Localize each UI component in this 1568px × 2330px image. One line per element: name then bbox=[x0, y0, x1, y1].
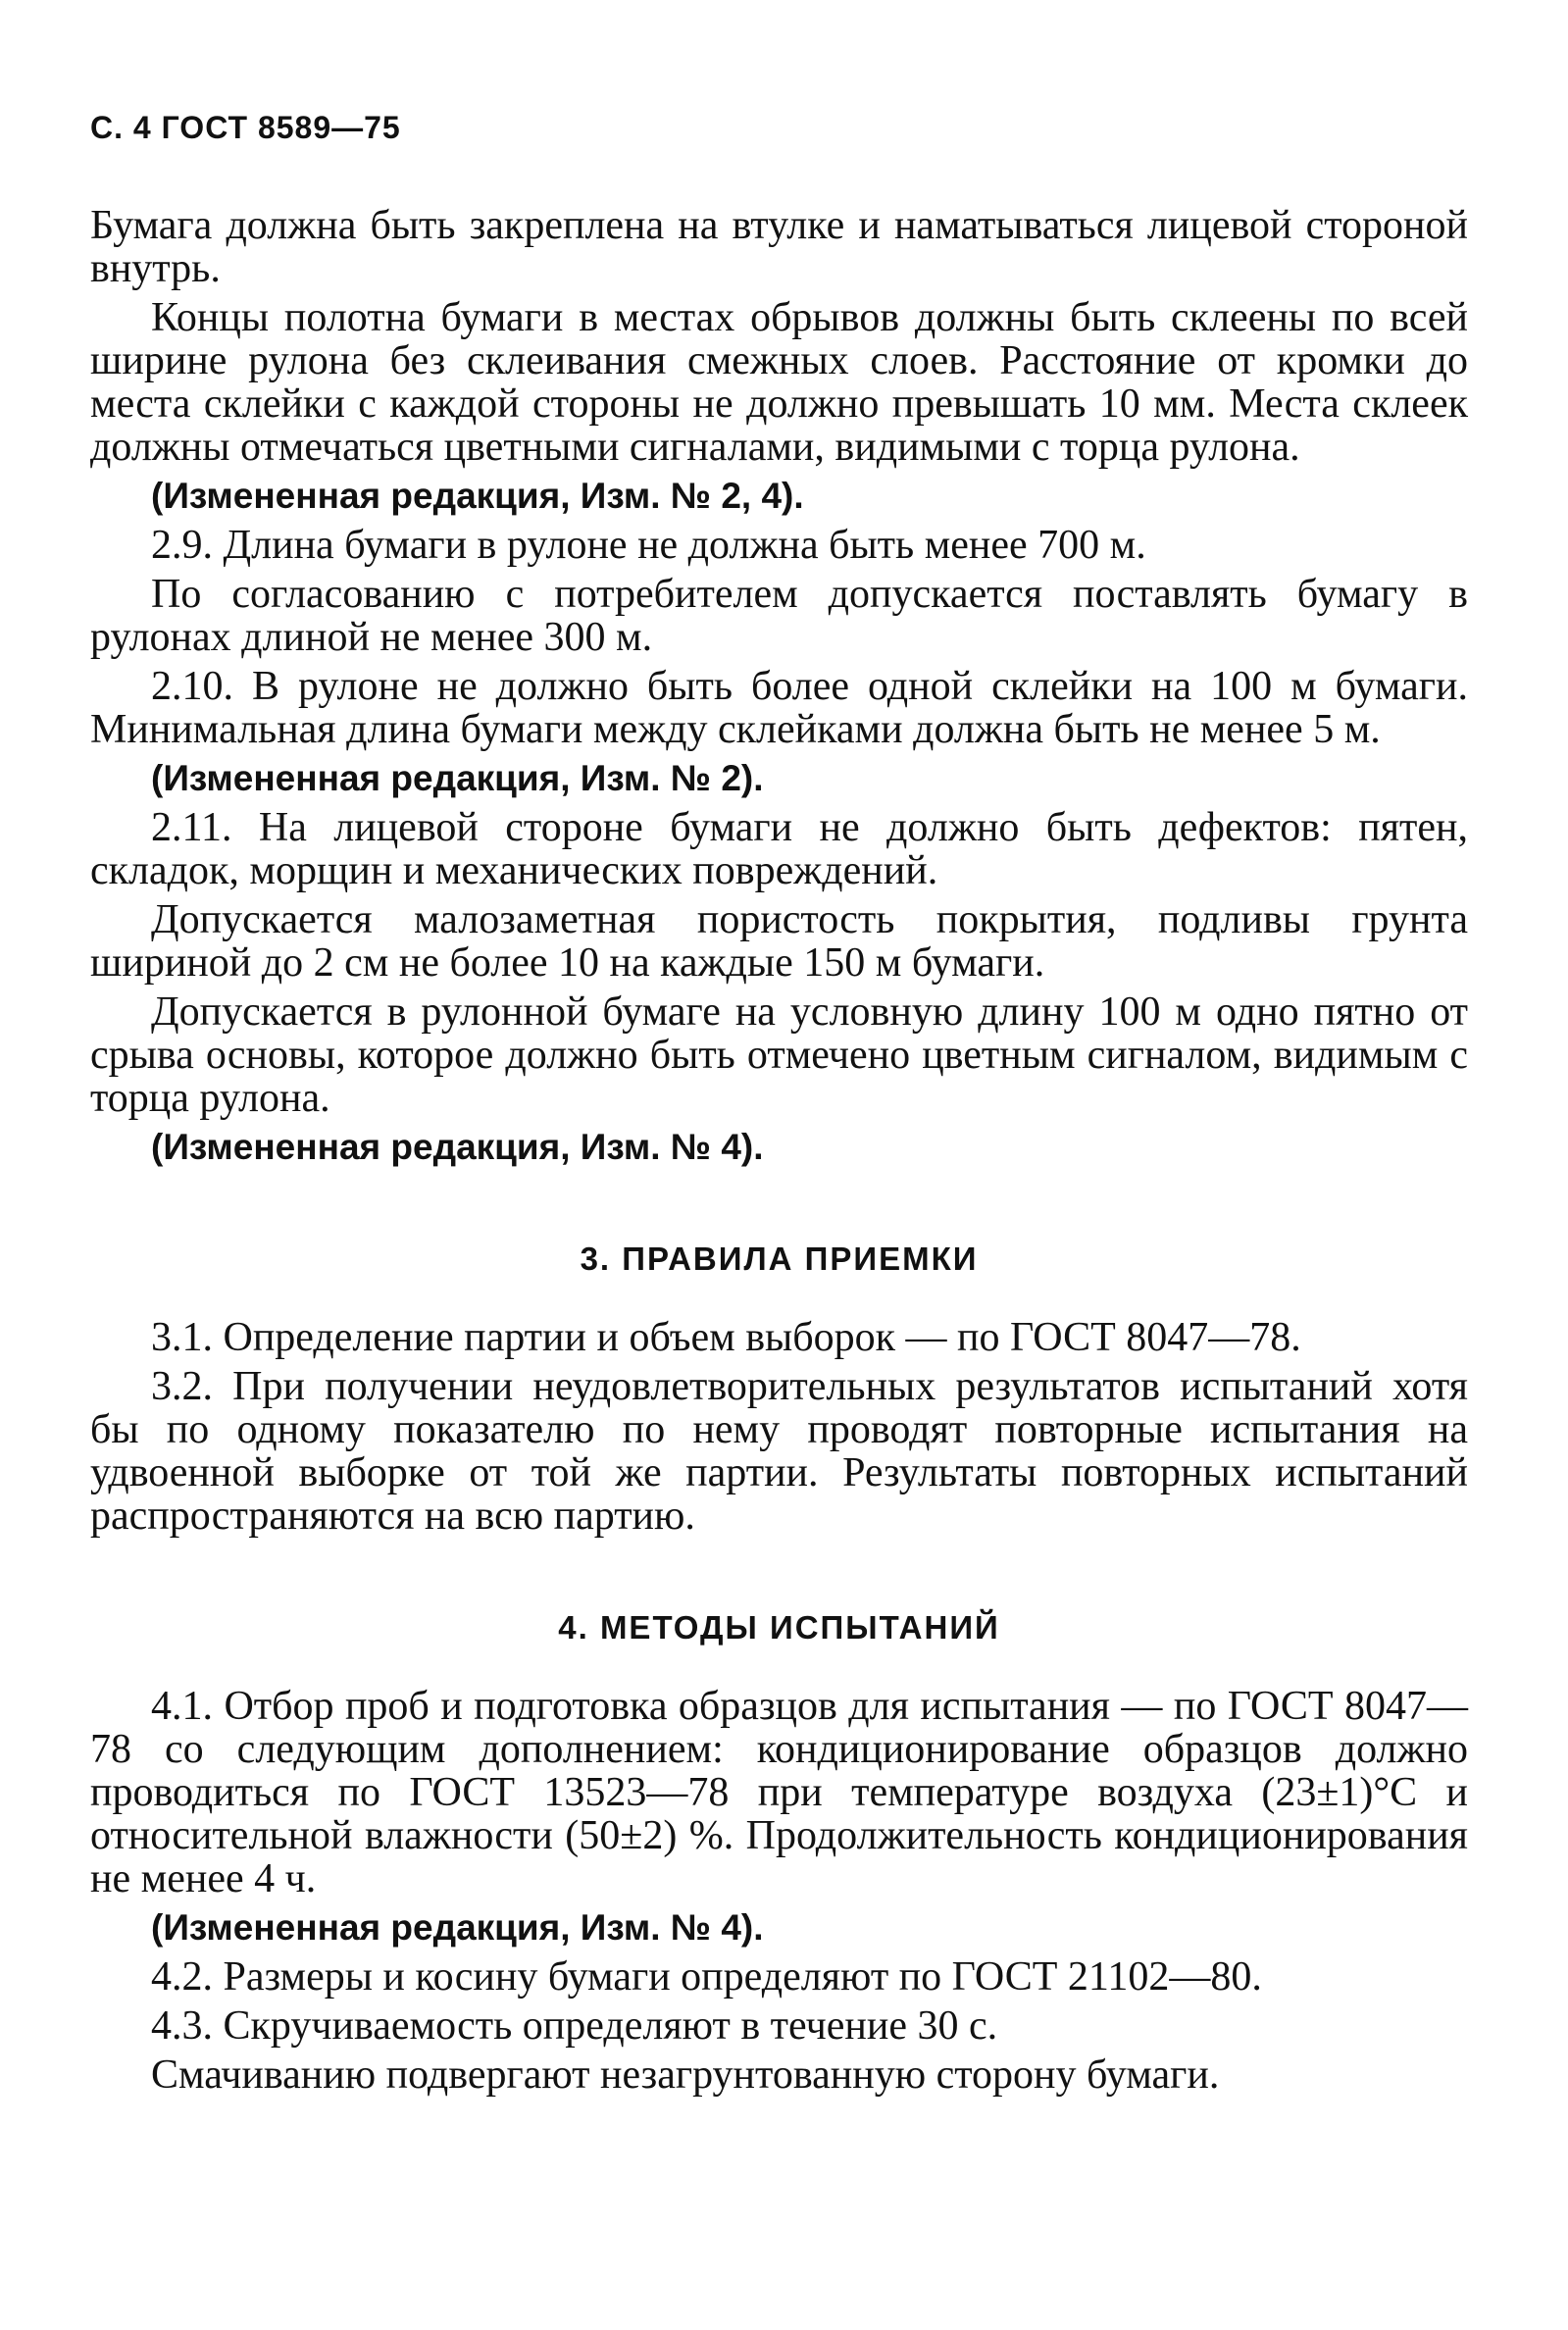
amendment-note: (Измененная редакция, Изм. № 2, 4). bbox=[151, 476, 804, 516]
section-title: 4. МЕТОДЫ ИСПЫТАНИЙ bbox=[558, 1609, 1000, 1646]
paragraph: 4.1. Отбор проб и подготовка образцов для испытания — по ГОСТ 8047—78 со следующим дополнением: кондиционирование образцов должно проводиться по ГОСТ 13523—78 при температуре воздуха (23±1)°С и относительной влажности (50±2) %. Продолжительность кондиционирования не менее 4 ч. bbox=[90, 1684, 1468, 1901]
paragraph: 2.10. В рулоне не должно быть более одной склейки на 100 м бумаги. Минимальная длина бумаги между склейками должна быть не менее 5 м. bbox=[90, 664, 1468, 752]
paragraph: 4.2. Размеры и косину бумаги определяют по ГОСТ 21102—80. bbox=[151, 1954, 1262, 2000]
paragraph: 4.3. Скручиваемость определяют в течение 30 с. bbox=[151, 2003, 998, 2049]
paragraph: По согласованию с потребителем допускается поставлять бумагу в рулонах длиной не менее 300 м. bbox=[90, 572, 1468, 660]
paragraph: Допускается в рулонной бумаге на условную длину 100 м одно пятно от срыва основы, которое должно быть отмечено цветным сигналом, видимым с торца рулона. bbox=[90, 989, 1468, 1121]
paragraph: Бумага должна быть закреплена на втулке и наматываться лицевой стороной внутрь. bbox=[90, 203, 1468, 291]
page-header: С. 4 ГОСТ 8589—75 bbox=[90, 110, 401, 145]
paragraph: Допускается малозаметная пористость покрытия, подливы грунта шириной до 2 см не более 10 на каждые 150 м бумаги. bbox=[90, 897, 1468, 986]
paragraph: 2.9. Длина бумаги в рулоне не должна быть менее 700 м. bbox=[151, 523, 1146, 568]
paragraph: 3.1. Определение партии и объем выборок — по ГОСТ 8047—78. bbox=[151, 1315, 1301, 1360]
amendment-note: (Измененная редакция, Изм. № 4). bbox=[151, 1127, 764, 1167]
paragraph: Смачиванию подвергают незагрунтованную сторону бумаги. bbox=[151, 2052, 1220, 2098]
section-title: 3. ПРАВИЛА ПРИЕМКИ bbox=[580, 1241, 979, 1277]
paragraph: 2.11. На лицевой стороне бумаги не должно быть дефектов: пятен, складок, морщин и механических повреждений. bbox=[90, 805, 1468, 893]
amendment-note: (Измененная редакция, Изм. № 4). bbox=[151, 1907, 764, 1948]
amendment-note: (Измененная редакция, Изм. № 2). bbox=[151, 758, 764, 798]
paragraph: Концы полотна бумаги в местах обрывов должны быть склеены по всей ширине рулона без склеивания смежных слоев. Расстояние от кромки до места склейки с каждой стороны не должно превышать 10 мм. Места склеек должны отмечаться цветными сигналами, видимыми с торца рулона. bbox=[90, 295, 1468, 470]
paragraph: 3.2. При получении неудовлетворительных результатов испытаний хотя бы по одному показателю по нему проводят повторные испытания на удвоенной выборке от той же партии. Результаты повторных испытаний распространяются на всю партию. bbox=[90, 1364, 1468, 1539]
document-page bbox=[90, 110, 1468, 2097]
